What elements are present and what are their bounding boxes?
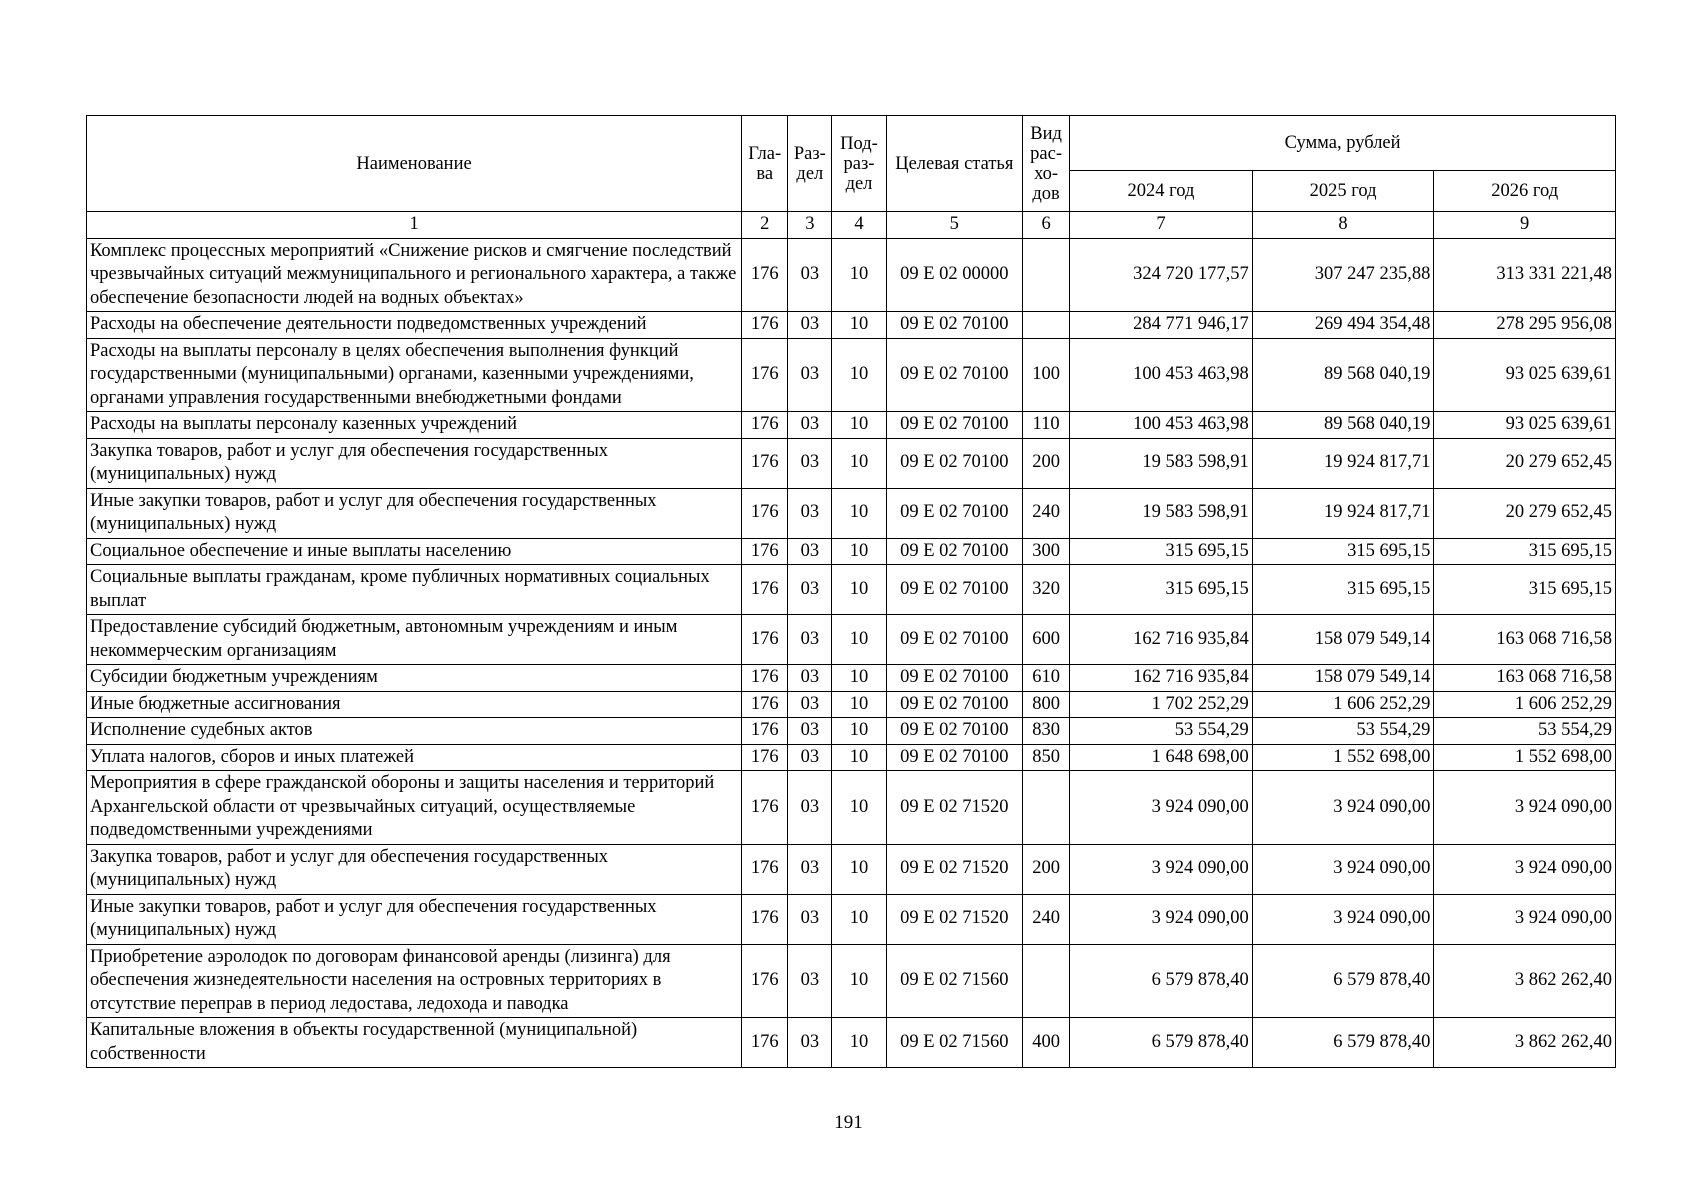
table-row [87, 944, 1616, 1018]
row-amount-2026-cell: 315 695,15 [1434, 565, 1616, 615]
row-target-article-cell: 09 Е 02 71560 [886, 944, 1022, 1018]
column-number-cell: 2 [742, 212, 788, 239]
row-expense-type-cell [1023, 771, 1070, 845]
row-amount-2025-cell: 158 079 549,14 [1252, 615, 1434, 665]
row-section-cell: 03 [788, 665, 832, 692]
row-amount-2024-cell: 284 771 946,17 [1070, 312, 1253, 339]
row-target-article-cell: 09 Е 02 70100 [886, 412, 1022, 439]
row-amount-2026-cell: 278 295 956,08 [1434, 312, 1616, 339]
row-subsection-cell: 10 [832, 944, 886, 1018]
row-target-article-cell: 09 Е 02 70100 [886, 488, 1022, 538]
row-expense-type-cell: 830 [1023, 718, 1070, 745]
table-row [87, 615, 1616, 665]
row-subsection-cell: 10 [832, 894, 886, 944]
row-amount-2024-cell: 6 579 878,40 [1070, 944, 1253, 1018]
column-number-cell: 3 [788, 212, 832, 239]
row-subsection-cell: 10 [832, 665, 886, 692]
row-amount-2025-cell: 1 606 252,29 [1252, 691, 1434, 718]
row-section-cell: 03 [788, 944, 832, 1018]
table-row [87, 718, 1616, 745]
row-amount-2024-cell: 324 720 177,57 [1070, 238, 1253, 312]
header-chapter: Гла-ва [742, 116, 788, 212]
row-subsection-cell: 10 [832, 538, 886, 565]
row-amount-2026-cell: 315 695,15 [1434, 538, 1616, 565]
row-section-cell: 03 [788, 1018, 832, 1068]
column-number-cell: 8 [1252, 212, 1434, 239]
row-amount-2024-cell: 100 453 463,98 [1070, 412, 1253, 439]
row-chapter-cell: 176 [742, 338, 788, 412]
table-row [87, 438, 1616, 488]
row-amount-2025-cell: 3 924 090,00 [1252, 894, 1434, 944]
row-chapter-cell: 176 [742, 238, 788, 312]
header-year-2026: 2026 год [1434, 171, 1616, 212]
row-section-cell: 03 [788, 538, 832, 565]
table-row [87, 312, 1616, 339]
row-amount-2024-cell: 19 583 598,91 [1070, 438, 1253, 488]
header-subsection: Под-раз-дел [832, 116, 886, 212]
row-target-article-cell: 09 Е 02 70100 [886, 665, 1022, 692]
row-chapter-cell: 176 [742, 665, 788, 692]
row-chapter-cell: 176 [742, 565, 788, 615]
row-section-cell: 03 [788, 338, 832, 412]
row-amount-2025-cell: 53 554,29 [1252, 718, 1434, 745]
table-row [87, 412, 1616, 439]
row-subsection-cell: 10 [832, 744, 886, 771]
table-row [87, 238, 1616, 312]
row-name-cell: Социальные выплаты гражданам, кроме публичных нормативных социальных выплат [87, 565, 742, 615]
row-amount-2026-cell: 20 279 652,45 [1434, 438, 1616, 488]
row-expense-type-cell [1023, 944, 1070, 1018]
column-number-cell: 6 [1023, 212, 1070, 239]
row-subsection-cell: 10 [832, 691, 886, 718]
row-subsection-cell: 10 [832, 718, 886, 745]
row-chapter-cell: 176 [742, 894, 788, 944]
header-expense-type: Вид рас-хо-дов [1023, 116, 1070, 212]
row-section-cell: 03 [788, 488, 832, 538]
row-subsection-cell: 10 [832, 488, 886, 538]
row-target-article-cell: 09 Е 02 71520 [886, 844, 1022, 894]
row-amount-2024-cell: 315 695,15 [1070, 565, 1253, 615]
row-name-cell: Исполнение судебных актов [87, 718, 742, 745]
row-amount-2026-cell: 3 862 262,40 [1434, 944, 1616, 1018]
row-subsection-cell: 10 [832, 238, 886, 312]
budget-table [86, 115, 1616, 1068]
column-number-cell: 7 [1070, 212, 1253, 239]
row-amount-2026-cell: 93 025 639,61 [1434, 412, 1616, 439]
row-name-cell: Закупка товаров, работ и услуг для обеспечения государственных (муниципальных) нужд [87, 844, 742, 894]
row-target-article-cell: 09 Е 02 70100 [886, 438, 1022, 488]
row-amount-2026-cell: 313 331 221,48 [1434, 238, 1616, 312]
row-section-cell: 03 [788, 238, 832, 312]
row-name-cell: Закупка товаров, работ и услуг для обеспечения государственных (муниципальных) нужд [87, 438, 742, 488]
row-subsection-cell: 10 [832, 565, 886, 615]
row-chapter-cell: 176 [742, 438, 788, 488]
row-name-cell: Иные бюджетные ассигнования [87, 691, 742, 718]
table-header [87, 116, 1616, 239]
row-expense-type-cell: 300 [1023, 538, 1070, 565]
row-amount-2024-cell: 3 924 090,00 [1070, 771, 1253, 845]
row-chapter-cell: 176 [742, 691, 788, 718]
row-name-cell: Комплекс процессных мероприятий «Снижение рисков и смягчение последствий чрезвычайных ситуаций межмуниципального и регионального характера, а также обеспечение безопасности людей на водных объектах» [87, 238, 742, 312]
table-body [87, 238, 1616, 1068]
row-target-article-cell: 09 Е 02 70100 [886, 615, 1022, 665]
row-amount-2025-cell: 89 568 040,19 [1252, 412, 1434, 439]
row-amount-2025-cell: 315 695,15 [1252, 565, 1434, 615]
row-subsection-cell: 10 [832, 312, 886, 339]
row-chapter-cell: 176 [742, 718, 788, 745]
row-expense-type-cell: 240 [1023, 894, 1070, 944]
row-section-cell: 03 [788, 438, 832, 488]
column-number-cell: 4 [832, 212, 886, 239]
row-expense-type-cell: 240 [1023, 488, 1070, 538]
row-amount-2026-cell: 93 025 639,61 [1434, 338, 1616, 412]
row-amount-2025-cell: 307 247 235,88 [1252, 238, 1434, 312]
table-row [87, 565, 1616, 615]
row-target-article-cell: 09 Е 02 70100 [886, 538, 1022, 565]
row-amount-2024-cell: 3 924 090,00 [1070, 844, 1253, 894]
row-amount-2024-cell: 19 583 598,91 [1070, 488, 1253, 538]
row-section-cell: 03 [788, 744, 832, 771]
row-name-cell: Мероприятия в сфере гражданской обороны и защиты населения и территорий Архангельской области от чрезвычайных ситуаций, осуществляемые подведомственными учреждениями [87, 771, 742, 845]
row-amount-2024-cell: 162 716 935,84 [1070, 615, 1253, 665]
row-chapter-cell: 176 [742, 488, 788, 538]
row-amount-2024-cell: 100 453 463,98 [1070, 338, 1253, 412]
row-name-cell: Приобретение аэролодок по договорам финансовой аренды (лизинга) для обеспечения жизнедеятельности населения на островных территориях в отсутствие переправ в период ледостава, ледохода и паводка [87, 944, 742, 1018]
row-expense-type-cell: 600 [1023, 615, 1070, 665]
row-subsection-cell: 10 [832, 615, 886, 665]
row-name-cell: Расходы на выплаты персоналу в целях обеспечения выполнения функций государственными (муниципальными) органами, казенными учреждениями, органами управления государственными внебюджетными фондами [87, 338, 742, 412]
row-amount-2025-cell: 6 579 878,40 [1252, 1018, 1434, 1068]
table-row [87, 488, 1616, 538]
row-subsection-cell: 10 [832, 1018, 886, 1068]
row-name-cell: Субсидии бюджетным учреждениям [87, 665, 742, 692]
table-row [87, 1018, 1616, 1068]
row-amount-2025-cell: 315 695,15 [1252, 538, 1434, 565]
row-target-article-cell: 09 Е 02 71520 [886, 771, 1022, 845]
row-amount-2025-cell: 19 924 817,71 [1252, 438, 1434, 488]
row-target-article-cell: 09 Е 02 70100 [886, 565, 1022, 615]
column-number-cell: 1 [87, 212, 742, 239]
row-chapter-cell: 176 [742, 944, 788, 1018]
column-number-cell: 9 [1434, 212, 1616, 239]
row-amount-2024-cell: 315 695,15 [1070, 538, 1253, 565]
header-target-article: Целевая статья [886, 116, 1022, 212]
row-amount-2024-cell: 1 648 698,00 [1070, 744, 1253, 771]
row-target-article-cell: 09 Е 02 70100 [886, 744, 1022, 771]
row-expense-type-cell: 800 [1023, 691, 1070, 718]
row-amount-2024-cell: 53 554,29 [1070, 718, 1253, 745]
row-chapter-cell: 176 [742, 771, 788, 845]
row-expense-type-cell: 200 [1023, 844, 1070, 894]
header-year-2024: 2024 год [1070, 171, 1253, 212]
table-row [87, 744, 1616, 771]
row-subsection-cell: 10 [832, 338, 886, 412]
row-chapter-cell: 176 [742, 615, 788, 665]
row-name-cell: Расходы на обеспечение деятельности подведомственных учреждений [87, 312, 742, 339]
row-name-cell: Расходы на выплаты персоналу казенных учреждений [87, 412, 742, 439]
row-section-cell: 03 [788, 844, 832, 894]
table-row [87, 538, 1616, 565]
row-chapter-cell: 176 [742, 744, 788, 771]
row-subsection-cell: 10 [832, 771, 886, 845]
row-expense-type-cell: 320 [1023, 565, 1070, 615]
row-amount-2025-cell: 89 568 040,19 [1252, 338, 1434, 412]
row-section-cell: 03 [788, 412, 832, 439]
row-subsection-cell: 10 [832, 438, 886, 488]
row-target-article-cell: 09 Е 02 70100 [886, 691, 1022, 718]
table-row [87, 691, 1616, 718]
row-name-cell: Уплата налогов, сборов и иных платежей [87, 744, 742, 771]
row-amount-2026-cell: 53 554,29 [1434, 718, 1616, 745]
table-row [87, 665, 1616, 692]
header-name: Наименование [87, 116, 742, 212]
row-amount-2026-cell: 3 924 090,00 [1434, 894, 1616, 944]
row-amount-2025-cell: 269 494 354,48 [1252, 312, 1434, 339]
header-section: Раз-дел [788, 116, 832, 212]
row-name-cell: Иные закупки товаров, работ и услуг для обеспечения государственных (муниципальных) нужд [87, 894, 742, 944]
row-chapter-cell: 176 [742, 312, 788, 339]
column-number-cell: 5 [886, 212, 1022, 239]
table-row [87, 771, 1616, 845]
table-row [87, 338, 1616, 412]
row-amount-2026-cell: 163 068 716,58 [1434, 615, 1616, 665]
row-target-article-cell: 09 Е 02 71520 [886, 894, 1022, 944]
row-target-article-cell: 09 Е 02 70100 [886, 718, 1022, 745]
row-target-article-cell: 09 Е 02 70100 [886, 312, 1022, 339]
row-amount-2026-cell: 163 068 716,58 [1434, 665, 1616, 692]
row-chapter-cell: 176 [742, 538, 788, 565]
row-amount-2026-cell: 20 279 652,45 [1434, 488, 1616, 538]
row-amount-2024-cell: 1 702 252,29 [1070, 691, 1253, 718]
row-amount-2025-cell: 158 079 549,14 [1252, 665, 1434, 692]
row-expense-type-cell [1023, 312, 1070, 339]
row-subsection-cell: 10 [832, 844, 886, 894]
row-amount-2026-cell: 1 606 252,29 [1434, 691, 1616, 718]
row-expense-type-cell: 100 [1023, 338, 1070, 412]
page-number: 191 [834, 1112, 863, 1133]
row-name-cell: Социальное обеспечение и иные выплаты населению [87, 538, 742, 565]
row-expense-type-cell [1023, 238, 1070, 312]
row-expense-type-cell: 850 [1023, 744, 1070, 771]
row-chapter-cell: 176 [742, 412, 788, 439]
row-amount-2025-cell: 6 579 878,40 [1252, 944, 1434, 1018]
row-amount-2025-cell: 19 924 817,71 [1252, 488, 1434, 538]
row-target-article-cell: 09 Е 02 00000 [886, 238, 1022, 312]
row-amount-2026-cell: 3 924 090,00 [1434, 844, 1616, 894]
table-row [87, 844, 1616, 894]
column-number-row [87, 212, 1616, 239]
row-amount-2025-cell: 3 924 090,00 [1252, 844, 1434, 894]
row-section-cell: 03 [788, 771, 832, 845]
row-section-cell: 03 [788, 312, 832, 339]
row-name-cell: Капитальные вложения в объекты государственной (муниципальной) собственности [87, 1018, 742, 1068]
row-section-cell: 03 [788, 615, 832, 665]
row-amount-2025-cell: 3 924 090,00 [1252, 771, 1434, 845]
row-name-cell: Предоставление субсидий бюджетным, автономным учреждениям и иным некоммерческим организациям [87, 615, 742, 665]
row-chapter-cell: 176 [742, 844, 788, 894]
row-section-cell: 03 [788, 565, 832, 615]
row-amount-2024-cell: 3 924 090,00 [1070, 894, 1253, 944]
row-amount-2026-cell: 1 552 698,00 [1434, 744, 1616, 771]
row-amount-2024-cell: 162 716 935,84 [1070, 665, 1253, 692]
row-amount-2026-cell: 3 862 262,40 [1434, 1018, 1616, 1068]
row-target-article-cell: 09 Е 02 71560 [886, 1018, 1022, 1068]
row-subsection-cell: 10 [832, 412, 886, 439]
row-chapter-cell: 176 [742, 1018, 788, 1068]
row-section-cell: 03 [788, 691, 832, 718]
row-expense-type-cell: 610 [1023, 665, 1070, 692]
row-target-article-cell: 09 Е 02 70100 [886, 338, 1022, 412]
table-row [87, 894, 1616, 944]
row-name-cell: Иные закупки товаров, работ и услуг для обеспечения государственных (муниципальных) нужд [87, 488, 742, 538]
row-section-cell: 03 [788, 894, 832, 944]
row-amount-2026-cell: 3 924 090,00 [1434, 771, 1616, 845]
row-expense-type-cell: 400 [1023, 1018, 1070, 1068]
row-expense-type-cell: 200 [1023, 438, 1070, 488]
header-year-2025: 2025 год [1252, 171, 1434, 212]
row-amount-2024-cell: 6 579 878,40 [1070, 1018, 1253, 1068]
row-expense-type-cell: 110 [1023, 412, 1070, 439]
header-sum: Сумма, рублей [1070, 116, 1616, 171]
row-amount-2025-cell: 1 552 698,00 [1252, 744, 1434, 771]
row-section-cell: 03 [788, 718, 832, 745]
